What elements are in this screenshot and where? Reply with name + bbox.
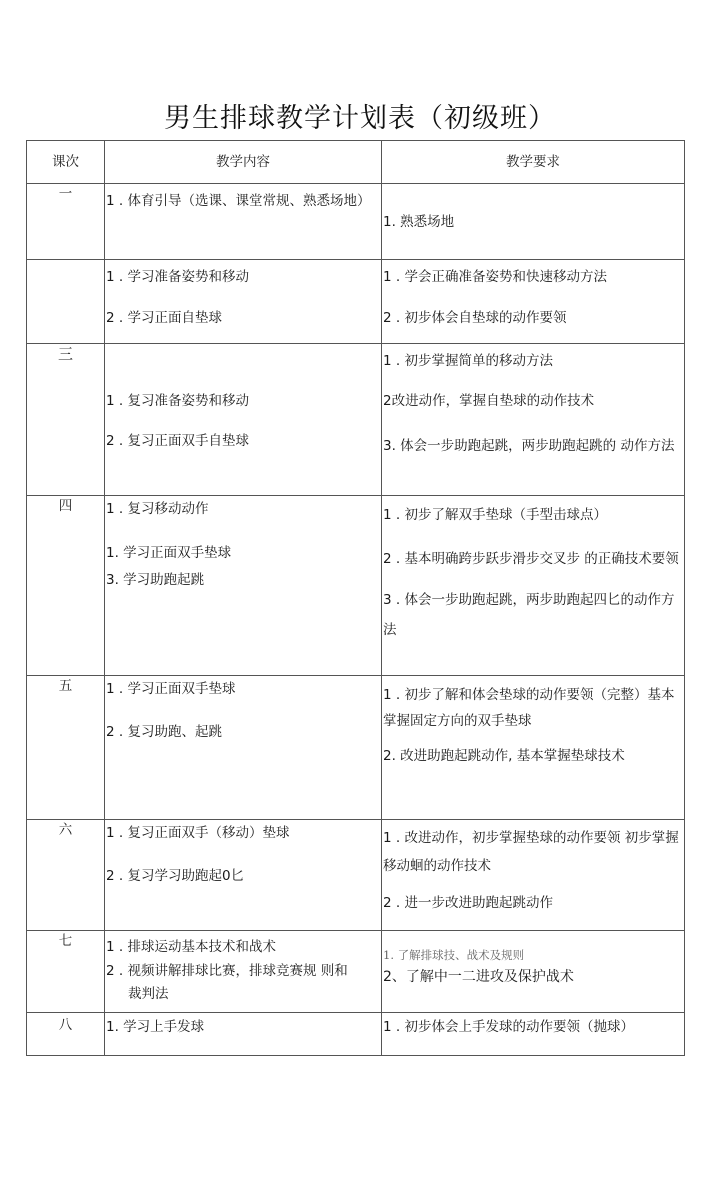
requirement-item: 1 . 学会正确准备姿势和快速移动方法 [383,269,607,285]
table-row [27,184,685,260]
page-title: 男生排球教学计划表（初级班） [164,103,556,134]
requirements-cell [382,344,685,496]
requirements-cell [382,184,685,260]
requirement-item: 2 . 初步体会自垫球的动作要领 [383,310,567,326]
header-lesson: 课次 [27,141,105,184]
lesson-number: 八 [27,1013,105,1056]
content-item: 2 . 复习正面双手自垫球 [106,433,249,449]
content-item: 裁判法 [128,986,169,1002]
header-requirements: 教学要求 [382,141,685,184]
requirement-item: 3. 体会一步助跑起跳，两步助跑起跳的 动作方法 [383,438,675,454]
content-item: 1 . 复习正面双手（移动）垫球 [106,825,290,841]
content-item: 1 . 复习移动动作 [106,501,209,517]
table-row [27,260,685,344]
table-row [27,931,685,1013]
requirement-item: 3 . 体会一步助跑起跳，两步助跑起四匕的动作方法 [383,592,675,638]
table-row [27,820,685,931]
content-item: 2 . 视频讲解排球比赛，排球竞赛规 则和 [106,963,348,979]
content-cell [105,820,382,931]
table-row [27,1013,685,1056]
requirements-cell [382,1013,685,1056]
content-item: 3. 学习助跑起跳 [106,572,205,588]
table-row [27,344,685,496]
teaching-plan-table [26,140,685,1056]
content-cell [105,1013,382,1056]
table-row [27,496,685,676]
requirement-item: 2 . 基本明确跨步跃步滑步交叉步 的正确技术要领 [383,551,679,567]
requirements-cell [382,676,685,820]
table-header-row [27,141,685,184]
lesson-number [27,260,105,344]
content-item: 1 . 复习准备姿势和移动 [106,393,249,409]
content-item: 1. 学习正面双手垫球 [106,545,232,561]
requirements-cell [382,496,685,676]
requirement-item: 1. 了解排球技、战术及规则 [383,948,525,962]
requirement-item: 1 . 初步掌握简单的移动方法 [383,353,553,369]
requirements-cell [382,260,685,344]
requirement-item: 1 . 初步了解和体会垫球的动作要领（完整）基本掌握固定方向的双手垫球 [383,687,675,729]
header-content: 教学内容 [105,141,382,184]
requirements-cell [382,931,685,1013]
content-cell [105,184,382,260]
content-item: 1 . 学习正面双手垫球 [106,681,236,697]
requirements-cell [382,820,685,931]
lesson-number: 五 [27,676,105,820]
content-item: 1. 学习上手发球 [106,1019,205,1035]
table-row [27,676,685,820]
lesson-number: 三 [27,344,105,496]
content-cell [105,496,382,676]
requirement-item: 2 . 进一步改进助跑起跳动作 [383,895,553,911]
requirement-item: 2改进动作，掌握自垫球的动作技术 [383,393,595,409]
content-item: 2 . 学习正面自垫球 [106,310,222,326]
content-cell [105,344,382,496]
content-item: 1 . 排球运动基本技术和战术 [106,939,276,955]
requirement-item: 2、了解中一二进攻及保护战术 [383,969,574,985]
lesson-number: 一 [27,184,105,260]
content-item: 1 . 学习准备姿势和移动 [106,269,249,285]
lesson-number: 七 [27,931,105,1013]
content-cell [105,260,382,344]
content-cell [105,676,382,820]
requirement-item: 1 . 初步体会上手发球的动作要领（抛球） [383,1019,634,1035]
requirement-item: 1 . 初步了解双手垫球（手型击球点） [383,507,607,523]
lesson-number: 六 [27,820,105,931]
content-item: 2 . 复习学习助跑起0匕 [106,868,245,884]
content-item: 1 . 体育引导（选课、课堂常规、熟悉场地） [106,193,371,209]
requirement-item: 1. 熟悉场地 [383,213,455,230]
requirement-item: 2. 改进助跑起跳动作, 基本掌握垫球技术 [383,748,625,764]
content-cell [105,931,382,1013]
lesson-number: 四 [27,496,105,676]
requirement-item: 1 . 改进动作，初步掌握垫球的动作要领 初步掌握移动蛔的动作技术 [383,830,679,874]
content-item: 2 . 复习助跑、起跳 [106,724,222,740]
